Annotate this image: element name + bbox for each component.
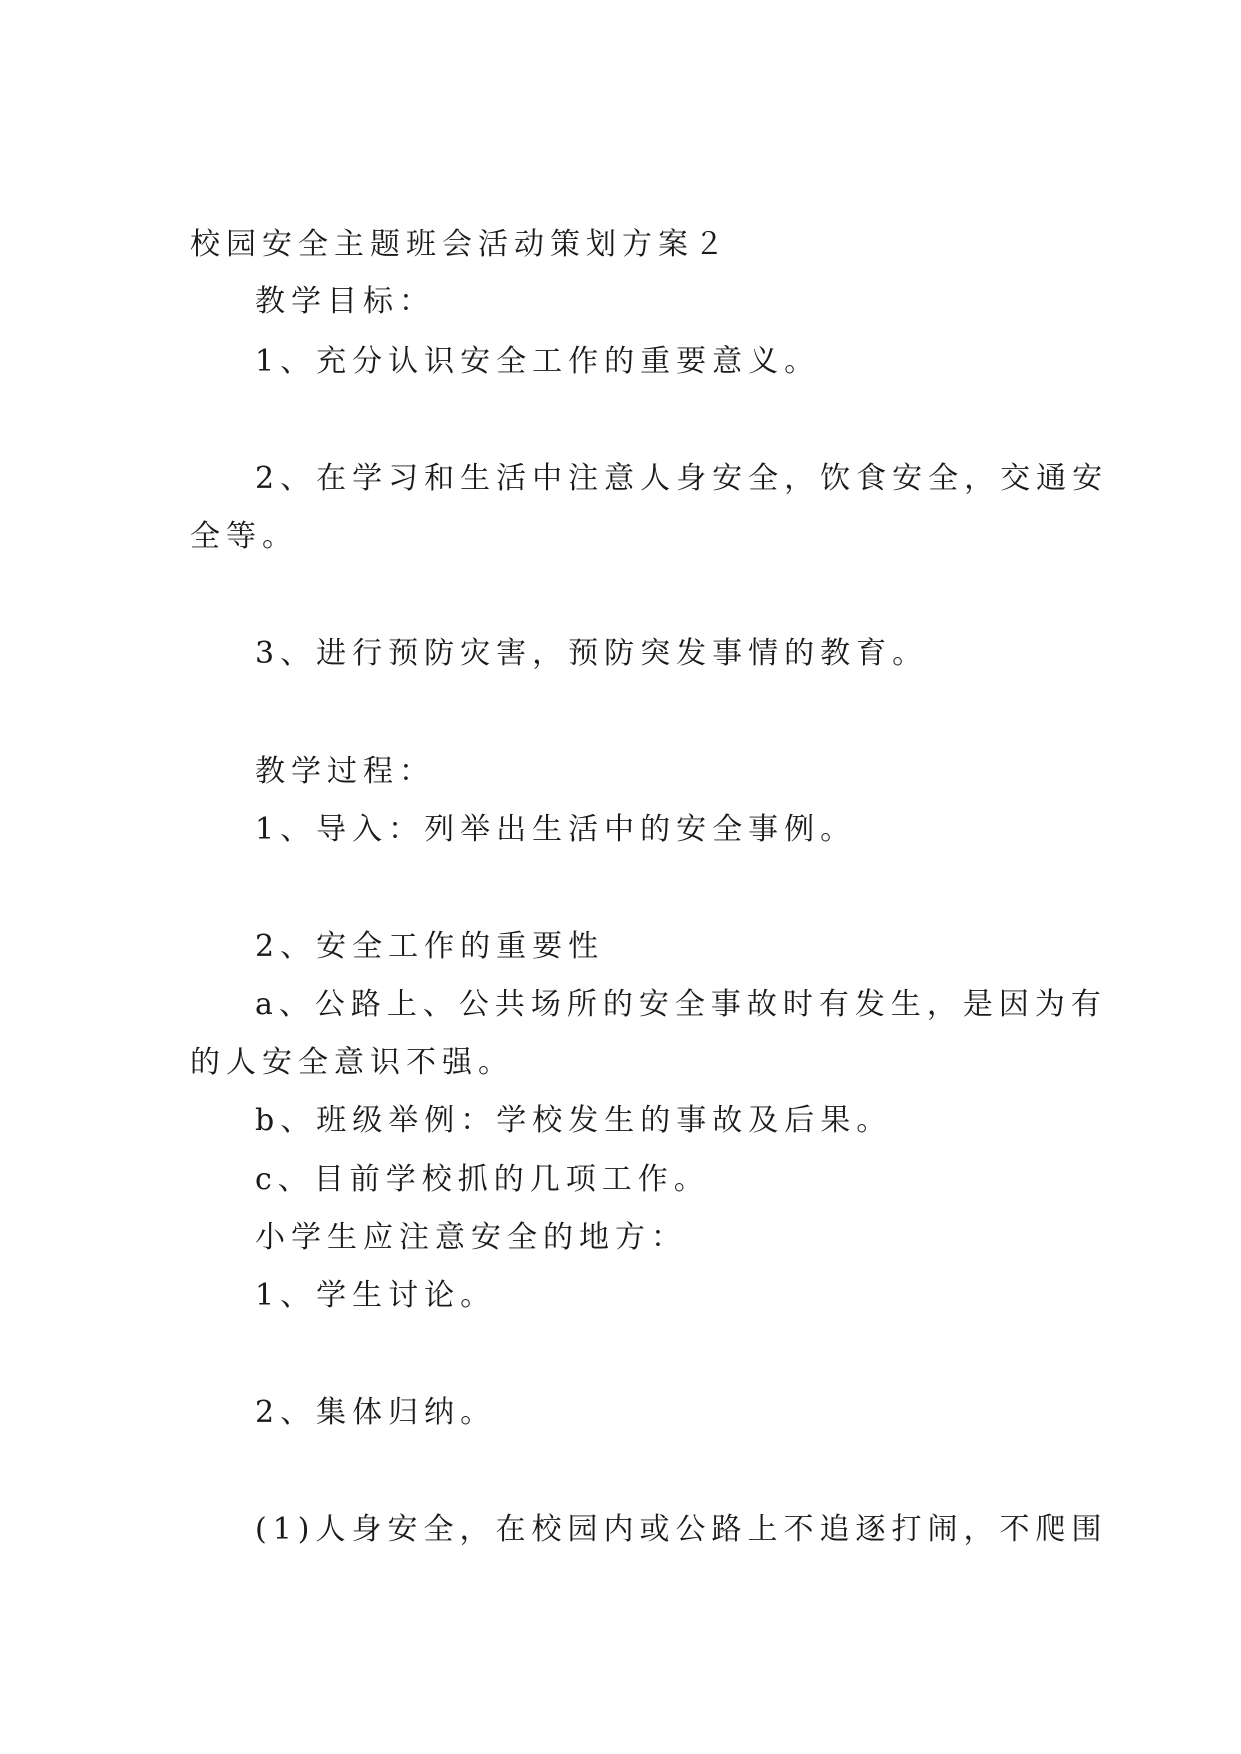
- document-title: 校园安全主题班会活动策划方案２: [190, 227, 730, 262]
- section-heading-objectives: 教学目标：: [255, 284, 435, 319]
- paragraph-line: 的人安全意识不强。: [190, 1045, 514, 1080]
- paragraph-line: 1、导入：列举出生活中的安全事例。: [255, 812, 857, 847]
- paragraph-line: b、班级举例：学校发生的事故及后果。: [255, 1103, 893, 1138]
- paragraph-line: 2、在学习和生活中注意人身安全，饮食安全，交通安: [255, 461, 1109, 496]
- paragraph-line: (1)人身安全，在校园内或公路上不追逐打闹，不爬围: [255, 1512, 1108, 1547]
- paragraph-line: 3、进行预防灾害，预防突发事情的教育。: [255, 636, 929, 671]
- paragraph-line: 小学生应注意安全的地方：: [255, 1220, 687, 1255]
- paragraph-line: 全等。: [190, 519, 298, 554]
- paragraph-line: a、公路上、公共场所的安全事故时有发生，是因为有: [255, 987, 1107, 1022]
- paragraph-line: 1、充分认识安全工作的重要意义。: [255, 344, 821, 379]
- paragraph-line: 1、学生讨论。: [255, 1278, 497, 1313]
- paragraph-line: 2、集体归纳。: [255, 1395, 497, 1430]
- section-heading-process: 教学过程：: [255, 754, 435, 789]
- paragraph-line: c、目前学校抓的几项工作。: [255, 1162, 710, 1197]
- paragraph-line: 2、安全工作的重要性: [255, 929, 605, 964]
